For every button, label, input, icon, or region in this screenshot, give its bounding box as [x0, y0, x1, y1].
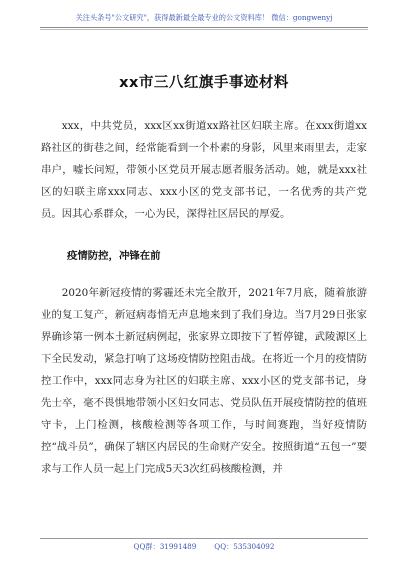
header-divider-thin — [40, 29, 368, 30]
paragraph-intro: xxx，中共党员，xxx区xx街道xx路社区妇联主席。在xxx街道xx路社区的街巷之间，经常能看到一个朴素的身影，风里来雨里去，走家串户，嘘长问短，带领小区党员开展志愿者服务活动。她，就是xxx社区的妇联主席xxx同志、xxx小区的党支部书记，一名优秀的共产党员。因其心系群众，一心为民，深得社区居民的厚爱。 — [41, 120, 367, 220]
footer-qq: QQ：535304092 — [214, 542, 275, 551]
footer — [40, 538, 368, 552]
header-divider — [40, 27, 368, 28]
document-title: xx市三八红旗手事迹材料 — [119, 75, 289, 91]
header-banner: 关注头条号"公文研究"，获得最新最全最专业的公文资料库！ 微信：gongwenyj — [75, 13, 333, 22]
footer-qq-group: QQ群：31991489 — [133, 542, 197, 551]
section-heading: 疫情防控，冲锋在前 — [67, 250, 161, 262]
paragraph-epidemic: 2020年新冠疫情的雾霾还未完全散开，2021年7月底，随着旅游业的复工复产，新冠病毒悄无声息地来到了我们身边。当7月29日张家界确诊第一例本土新冠病例起，张家界立即按下了暂停键，武陵源区上下全民发动，紧急打响了这场疫情防控阻击战。在将近一个月的疫情防控工作中，xxx同志身为社区的妇联主席、xxx小区的党支部书记，身先士卒，毫不畏惧地带领小区妇女同志、党员队伍开展疫情防控的值班守卡，上门检测，核酸检测等各项工作，与时间赛跑，当好疫情防控“战斗员”，确保了辖区内居民的生命财产安全。按照街道“五包一”要求与工作人员一起上门完成5天3次红码核酸检测，并 — [41, 287, 367, 475]
